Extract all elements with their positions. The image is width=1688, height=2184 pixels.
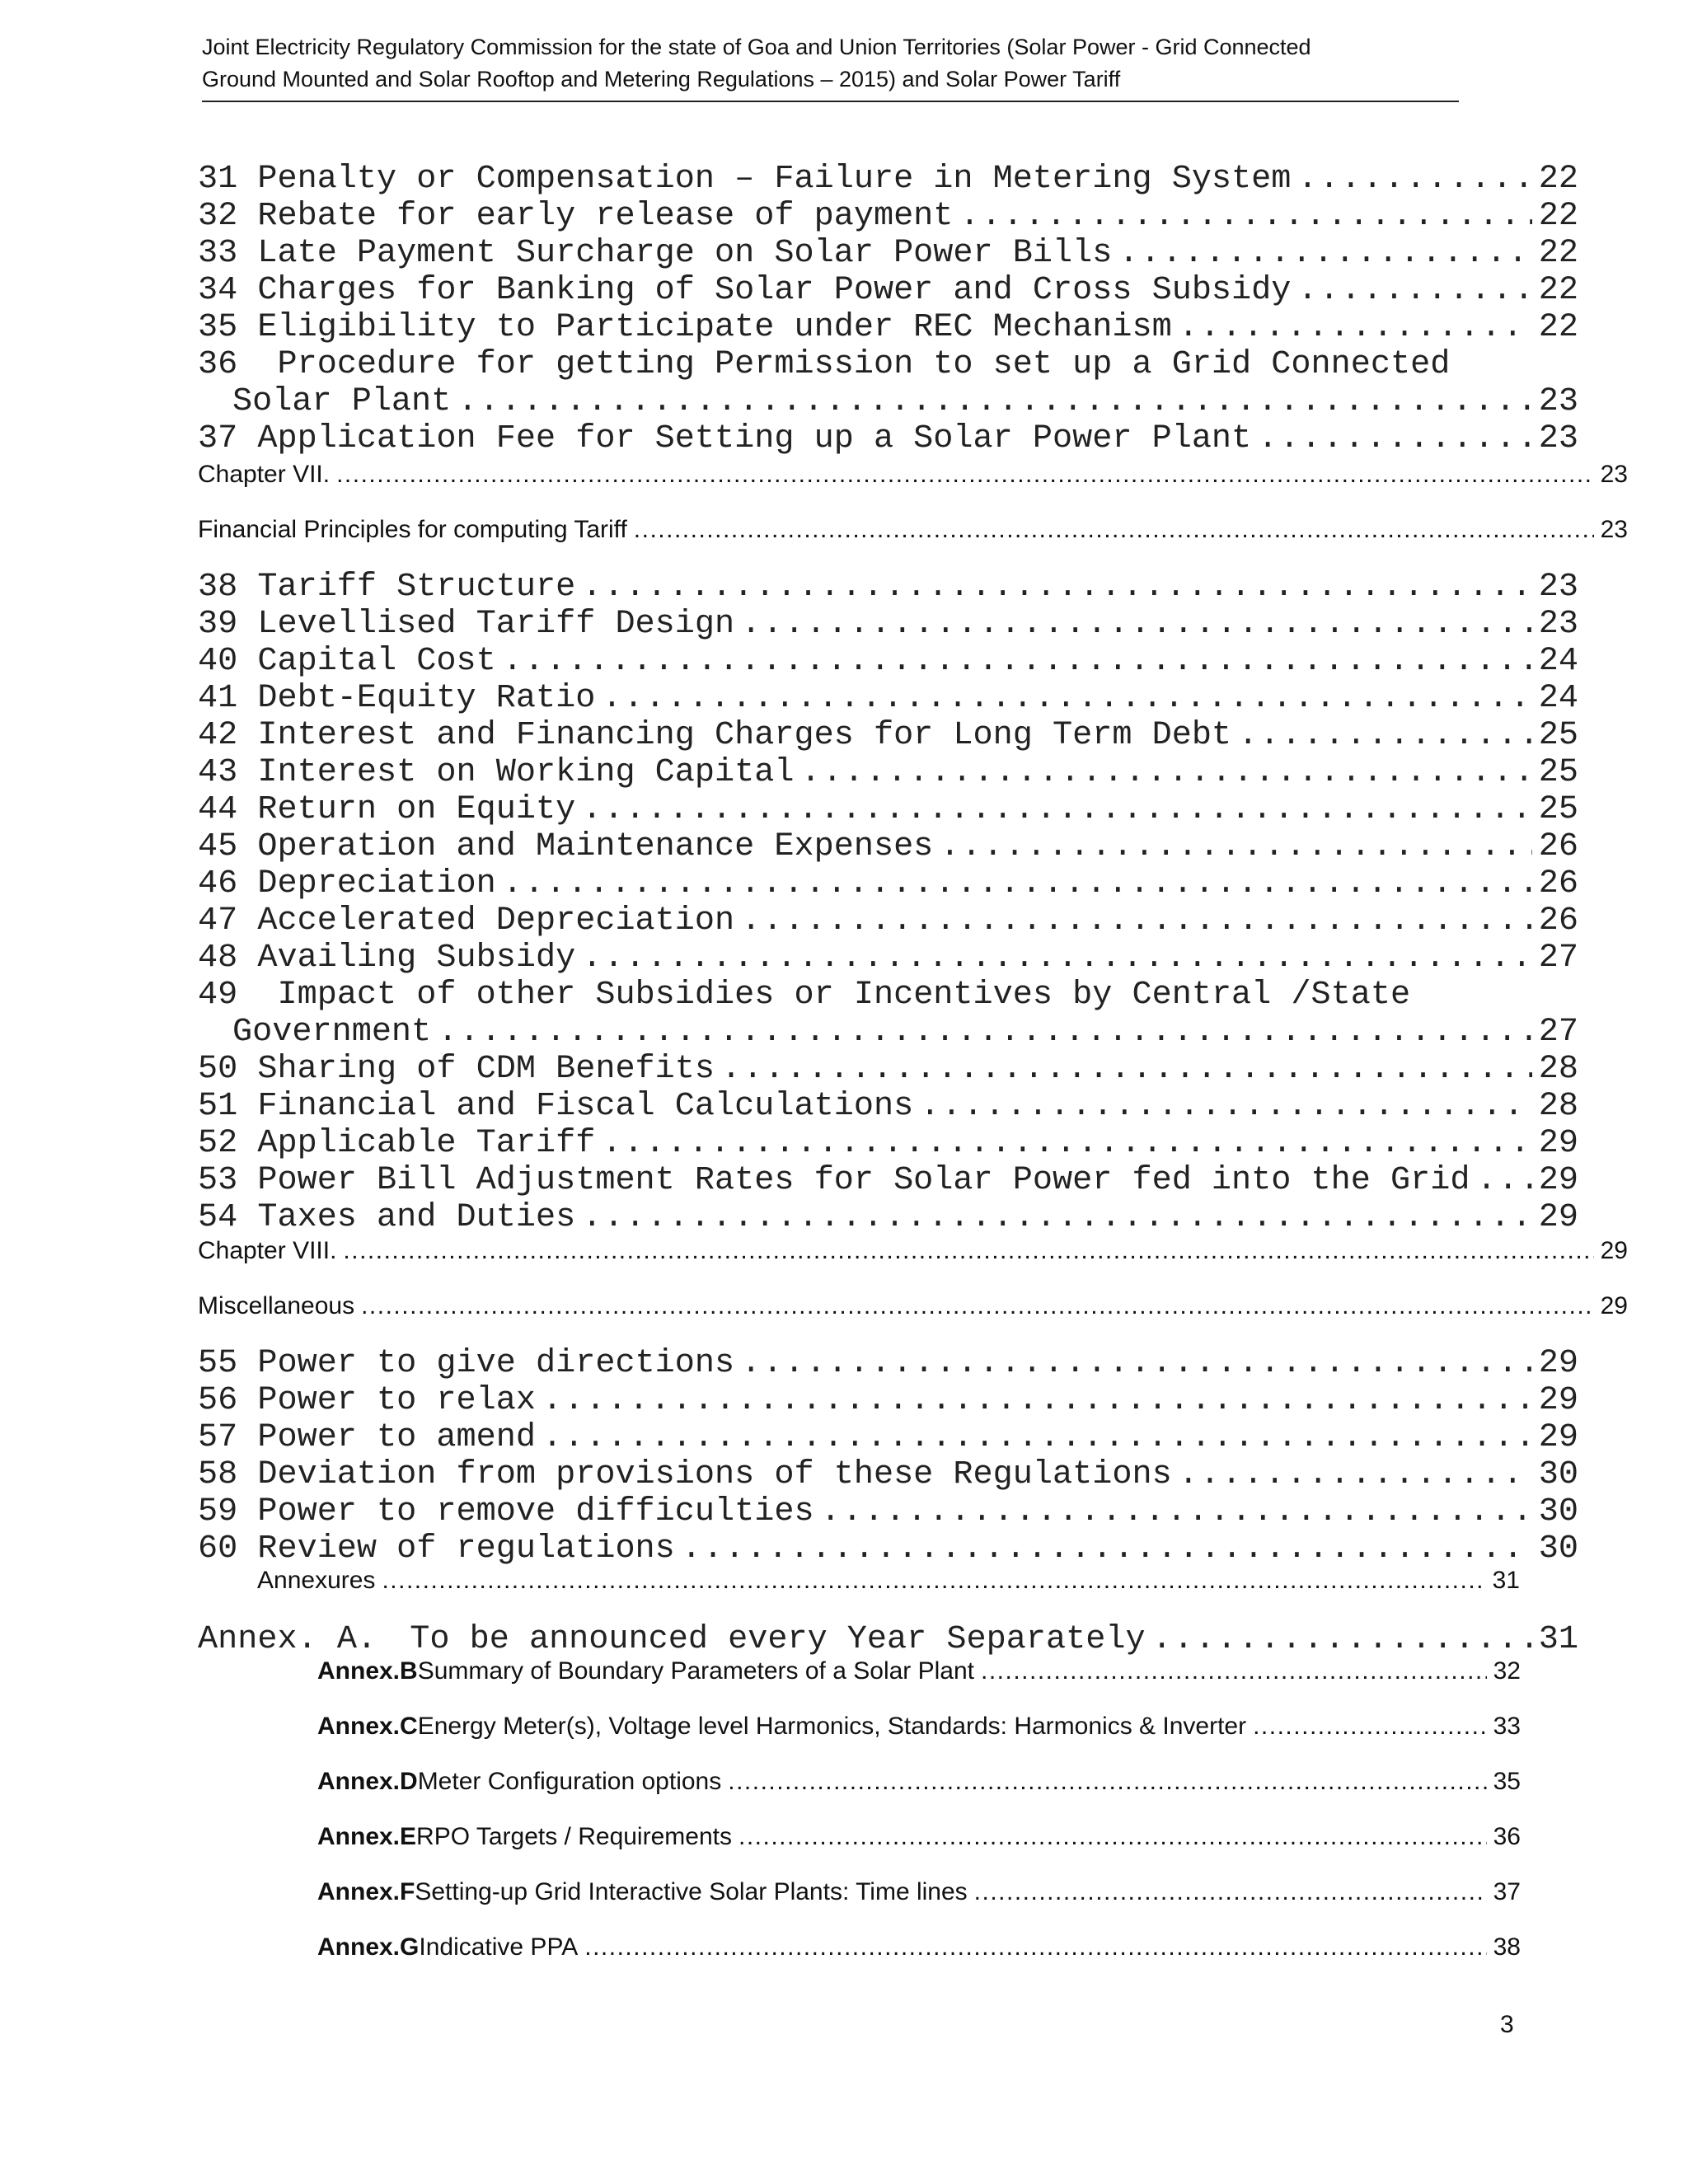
entry-title: Interest on Working Capital — [257, 754, 795, 791]
dot-leader — [584, 1933, 1486, 1962]
annex-label: Annex.F — [317, 1878, 415, 1905]
toc-chapter-subheading[interactable] — [198, 515, 1628, 545]
entry-title: Power to remove difficulties — [257, 1493, 814, 1530]
toc-annex-entry[interactable] — [198, 1621, 1578, 1658]
entry-number: 55 — [198, 1345, 238, 1382]
toc-entry[interactable] — [198, 420, 1578, 457]
toc-entry[interactable] — [198, 940, 1578, 977]
entry-number: 38 — [198, 569, 238, 606]
toc-entry[interactable] — [198, 1199, 1578, 1236]
entry-page: 27 — [1538, 1014, 1578, 1051]
entry-number: 39 — [198, 606, 238, 643]
entry-number: 50 — [198, 1051, 238, 1088]
entry-page: 23 — [1538, 606, 1578, 643]
entry-page: 22 — [1538, 272, 1578, 309]
dot-leader — [438, 1014, 1532, 1051]
entry-page: 22 — [1538, 235, 1578, 272]
entry-title: Sharing of CDM Benefits — [257, 1051, 715, 1088]
entry-number: 47 — [198, 902, 238, 940]
dot-leader — [582, 1199, 1532, 1236]
toc-entry[interactable] — [198, 1345, 1578, 1382]
entry-page: 28 — [1538, 1051, 1578, 1088]
toc-annex-entry[interactable] — [317, 1933, 1521, 1962]
entry-number: 40 — [198, 643, 238, 680]
entry-page: 29 — [1538, 1125, 1578, 1162]
chapter-subtitle: Financial Principles for computing Tariff — [198, 516, 627, 543]
toc-entry-line-2[interactable] — [232, 1014, 1578, 1051]
header-line-1: Joint Electricity Regulatory Commission for the state of Goa and Union Territories (Solar Power - Grid Connected — [202, 35, 1311, 59]
dot-leader — [602, 1125, 1531, 1162]
entry-title: Operation and Maintenance Expenses — [257, 828, 934, 865]
entry-page: 23 — [1538, 383, 1578, 420]
entry-number: 52 — [198, 1125, 238, 1162]
entry-page: 30 — [1538, 1456, 1578, 1493]
entry-number: 42 — [198, 717, 238, 754]
annex-label: Annex.D — [317, 1768, 418, 1795]
annex-title: Indicative PPA — [419, 1933, 579, 1961]
dot-leader — [542, 1419, 1532, 1456]
toc-entry[interactable] — [198, 1125, 1578, 1162]
dot-leader — [940, 828, 1531, 865]
toc-entry-line-1[interactable] — [198, 346, 1450, 383]
dot-leader — [721, 1051, 1532, 1088]
entry-page: 25 — [1538, 754, 1578, 791]
toc-annexures-heading[interactable] — [257, 1566, 1520, 1596]
entry-page: 31 — [1538, 1621, 1578, 1658]
dot-leader — [361, 1291, 1594, 1321]
entry-title: Deviation from provisions of these Regulations — [257, 1456, 1172, 1493]
entry-number: 59 — [198, 1493, 238, 1530]
dot-leader — [634, 515, 1594, 545]
entry-title: Review of regulations — [257, 1530, 675, 1568]
toc-entry-line-2[interactable] — [232, 383, 1578, 420]
running-header — [202, 31, 1459, 102]
dot-leader — [741, 1345, 1532, 1382]
page-number: 3 — [1500, 2011, 1514, 2038]
dot-leader — [741, 606, 1532, 643]
entry-title: Power to give directions — [257, 1345, 735, 1382]
dot-leader — [457, 383, 1531, 420]
dot-leader — [602, 680, 1531, 717]
annex-title: To be announced every Year Separately — [410, 1621, 1146, 1658]
dot-leader — [1253, 1712, 1487, 1741]
entry-page: 36 — [1493, 1823, 1521, 1850]
entry-number: 35 — [198, 309, 238, 346]
toc-entry[interactable] — [198, 754, 1578, 791]
entry-title: Availing Subsidy — [257, 940, 576, 977]
entry-title: Application Fee for Setting up a Solar Power Plant — [257, 420, 1252, 457]
toc-entry[interactable] — [198, 569, 1578, 606]
entry-page: 26 — [1538, 828, 1578, 865]
annex-title: RPO Targets / Requirements — [416, 1823, 732, 1850]
toc-entry[interactable] — [198, 606, 1578, 643]
dot-leader — [1476, 1162, 1531, 1199]
dot-leader — [336, 460, 1594, 490]
entry-page: 24 — [1538, 643, 1578, 680]
entry-number: 46 — [198, 865, 238, 902]
entry-page: 23 — [1538, 420, 1578, 457]
entry-page: 31 — [1492, 1567, 1520, 1594]
entry-number: 32 — [198, 198, 238, 235]
toc-annex-entry[interactable] — [317, 1877, 1521, 1907]
entry-page: 29 — [1600, 1237, 1628, 1264]
entry-title: Taxes and Duties — [257, 1199, 576, 1236]
dot-leader — [1118, 235, 1531, 272]
entry-number: 34 — [198, 272, 238, 309]
entry-title: Rebate for early release of payment — [257, 198, 954, 235]
annex-title: Setting-up Grid Interactive Solar Plants: Time lines — [415, 1878, 968, 1905]
entry-page: 29 — [1538, 1419, 1578, 1456]
entry-page: 29 — [1600, 1292, 1628, 1319]
toc-entry[interactable] — [198, 161, 1578, 198]
dot-leader — [1238, 717, 1532, 754]
entry-title: Charges for Banking of Solar Power and Cross Subsidy — [257, 272, 1292, 309]
dot-leader — [959, 198, 1531, 235]
dot-leader — [1258, 420, 1532, 457]
annex-title: Summary of Boundary Parameters of a Solar Plant — [417, 1657, 974, 1685]
entry-page: 35 — [1493, 1768, 1521, 1795]
entry-number: 53 — [198, 1162, 238, 1199]
toc-entry-line-1[interactable] — [198, 977, 1410, 1014]
toc-entry[interactable] — [198, 865, 1578, 902]
entry-title: Late Payment Surcharge on Solar Power Bills — [257, 235, 1113, 272]
entry-page: 23 — [1538, 569, 1578, 606]
dot-leader — [741, 902, 1532, 940]
entry-page: 23 — [1600, 516, 1628, 543]
toc-entry[interactable] — [198, 643, 1578, 680]
dot-leader — [920, 1088, 1532, 1125]
dot-leader — [542, 1382, 1532, 1419]
annex-title: Energy Meter(s), Voltage level Harmonics, Standards: Harmonics & Inverter — [417, 1713, 1247, 1740]
toc-chapter-heading[interactable] — [198, 1236, 1628, 1266]
annex-label: Annex.B — [317, 1657, 418, 1685]
entry-page: 33 — [1493, 1713, 1521, 1740]
toc-entry[interactable] — [198, 1382, 1578, 1419]
toc-chapter-heading[interactable] — [198, 460, 1628, 490]
annex-label: Annex.G — [317, 1933, 420, 1961]
entry-page: 26 — [1538, 902, 1578, 940]
entry-page: 22 — [1538, 161, 1578, 198]
annexures-title: Annexures — [257, 1567, 376, 1594]
header-line-2: Ground Mounted and Solar Rooftop and Metering Regulations – 2015) and Solar Power Tariff — [202, 67, 1121, 91]
chapter-subtitle: Miscellaneous — [198, 1292, 355, 1319]
dot-leader — [582, 569, 1532, 606]
entry-title: Depreciation — [257, 865, 496, 902]
entry-number: 43 — [198, 754, 238, 791]
toc-entry[interactable] — [198, 198, 1578, 235]
entry-title: Procedure for getting Permission to set up a Grid Connected — [277, 346, 1451, 383]
dot-leader — [981, 1657, 1487, 1686]
entry-page: 24 — [1538, 680, 1578, 717]
annex-label: Annex.E — [317, 1823, 417, 1850]
toc-entry[interactable] — [198, 1051, 1578, 1088]
entry-title: Applicable Tariff — [257, 1125, 596, 1162]
entry-title-continued: Government — [232, 1014, 432, 1051]
dot-leader — [503, 643, 1532, 680]
entry-title: Debt-Equity Ratio — [257, 680, 596, 717]
toc-annex-entry[interactable] — [317, 1767, 1521, 1797]
toc-entry[interactable] — [198, 1088, 1578, 1125]
entry-title: Interest and Financing Charges for Long Term Debt — [257, 717, 1232, 754]
entry-title: Capital Cost — [257, 643, 496, 680]
entry-page: 29 — [1538, 1162, 1578, 1199]
entry-page: 28 — [1538, 1088, 1578, 1125]
annex-label: Annex. A. — [198, 1621, 377, 1658]
entry-number: 31 — [198, 161, 238, 198]
toc-entry[interactable] — [198, 791, 1578, 828]
entry-title-continued: Solar Plant — [232, 383, 452, 420]
entry-title: Accelerated Depreciation — [257, 902, 735, 940]
entry-page: 30 — [1538, 1493, 1578, 1530]
entry-page: 29 — [1538, 1382, 1578, 1419]
entry-page: 26 — [1538, 865, 1578, 902]
entry-number: 45 — [198, 828, 238, 865]
entry-page: 27 — [1538, 940, 1578, 977]
dot-leader — [382, 1566, 1485, 1596]
entry-page: 23 — [1600, 461, 1628, 488]
toc-entry[interactable] — [198, 1530, 1578, 1568]
dot-leader — [974, 1877, 1487, 1907]
entry-title: Tariff Structure — [257, 569, 576, 606]
entry-number: 37 — [198, 420, 238, 457]
dot-leader — [728, 1767, 1486, 1797]
dot-leader — [503, 865, 1532, 902]
entry-title: Eligibility to Participate under REC Mechanism — [257, 309, 1172, 346]
dot-leader — [343, 1236, 1593, 1266]
toc-entry[interactable] — [198, 309, 1578, 346]
entry-page: 29 — [1538, 1199, 1578, 1236]
entry-number: 56 — [198, 1382, 238, 1419]
toc-annex-entry[interactable] — [317, 1822, 1521, 1852]
entry-number: 57 — [198, 1419, 238, 1456]
dot-leader — [682, 1530, 1532, 1568]
dot-leader — [1297, 272, 1531, 309]
toc-entry[interactable] — [198, 828, 1578, 865]
entry-page: 25 — [1538, 791, 1578, 828]
annex-title: Meter Configuration options — [417, 1768, 722, 1795]
entry-title: Return on Equity — [257, 791, 576, 828]
dot-leader — [1179, 309, 1532, 346]
entry-number: 54 — [198, 1199, 238, 1236]
entry-title: Impact of other Subsidies or Incentives by Central /State — [277, 977, 1411, 1014]
entry-page: 22 — [1538, 198, 1578, 235]
dot-leader — [1297, 161, 1531, 198]
entry-page: 29 — [1538, 1345, 1578, 1382]
dot-leader — [1179, 1456, 1532, 1493]
dot-leader — [738, 1822, 1487, 1852]
entry-number: 49 — [198, 977, 238, 1014]
toc-entry[interactable] — [198, 272, 1578, 309]
toc-entry[interactable] — [198, 235, 1578, 272]
toc-chapter-subheading[interactable] — [198, 1291, 1628, 1321]
toc-entry[interactable] — [198, 1493, 1578, 1530]
entry-number: 51 — [198, 1088, 238, 1125]
entry-number: 41 — [198, 680, 238, 717]
entry-number: 44 — [198, 791, 238, 828]
annex-label: Annex.C — [317, 1713, 418, 1740]
toc-entry[interactable] — [198, 717, 1578, 754]
toc-entry[interactable] — [198, 1419, 1578, 1456]
toc-entry[interactable] — [198, 902, 1578, 940]
entry-page: 22 — [1538, 309, 1578, 346]
entry-page: 38 — [1493, 1933, 1521, 1961]
dot-leader — [582, 940, 1532, 977]
chapter-title: Chapter VIII. — [198, 1237, 337, 1264]
entry-title: Power to relax — [257, 1382, 536, 1419]
entry-title: Financial and Fiscal Calculations — [257, 1088, 914, 1125]
toc-entry[interactable] — [198, 680, 1578, 717]
entry-number: 33 — [198, 235, 238, 272]
entry-page: 25 — [1538, 717, 1578, 754]
dot-leader — [801, 754, 1532, 791]
entry-number: 48 — [198, 940, 238, 977]
entry-title: Penalty or Compensation – Failure in Metering System — [257, 161, 1292, 198]
chapter-title: Chapter VII. — [198, 461, 331, 488]
toc-entry[interactable] — [198, 1456, 1578, 1493]
dot-leader — [1152, 1621, 1532, 1658]
entry-number: 58 — [198, 1456, 238, 1493]
dot-leader — [821, 1493, 1532, 1530]
toc-annex-entry[interactable] — [317, 1657, 1521, 1686]
entry-title: Levellised Tariff Design — [257, 606, 735, 643]
dot-leader — [582, 791, 1532, 828]
toc-entry[interactable] — [198, 1162, 1578, 1199]
entry-title: Power Bill Adjustment Rates for Solar Power fed into the Grid — [257, 1162, 1470, 1199]
toc-annex-entry[interactable] — [317, 1712, 1521, 1741]
entry-title: Power to amend — [257, 1419, 536, 1456]
entry-number: 60 — [198, 1530, 238, 1568]
entry-page: 32 — [1493, 1657, 1521, 1685]
entry-number: 36 — [198, 346, 238, 383]
entry-page: 30 — [1538, 1530, 1578, 1568]
entry-page: 37 — [1493, 1878, 1521, 1905]
